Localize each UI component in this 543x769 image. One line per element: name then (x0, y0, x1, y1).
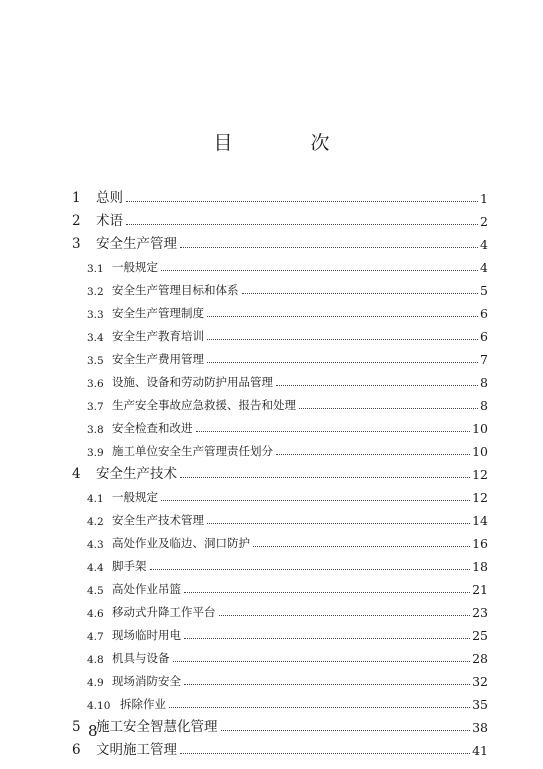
toc-section-entry[interactable] (72, 689, 488, 712)
dot-leader (253, 546, 470, 547)
entry-title: 拆除作业 (120, 697, 166, 711)
dot-leader (180, 477, 470, 478)
toc-section-entry[interactable] (72, 620, 488, 643)
toc-section-entry[interactable] (72, 252, 488, 275)
toc-section-entry[interactable] (72, 344, 488, 367)
entry-number: 4.10 (87, 700, 111, 712)
entry-number: 3.6 (87, 378, 104, 390)
entry-number: 5 (72, 719, 81, 735)
entry-number: 4 (72, 466, 81, 482)
entry-title: 高处作业及临边、洞口防护 (112, 536, 250, 550)
entry-number: 3.7 (87, 401, 104, 413)
toc-section-entry[interactable] (72, 275, 488, 298)
toc-section-entry[interactable] (72, 528, 488, 551)
entry-page-number: 4 (480, 237, 488, 252)
entry-page-number: 41 (472, 743, 488, 758)
dot-leader (207, 523, 470, 524)
entry-title: 术语 (96, 213, 123, 229)
entry-page-number: 25 (472, 628, 488, 643)
dot-leader (150, 569, 471, 570)
entry-page-number: 8 (480, 398, 488, 413)
entry-title: 安全生产技术 (96, 466, 177, 482)
entry-page-number: 2 (480, 214, 488, 229)
dot-leader (242, 293, 479, 294)
entry-page-number: 18 (472, 559, 488, 574)
entry-page-number: 32 (472, 674, 488, 689)
dot-leader (276, 454, 470, 455)
dot-leader (276, 385, 478, 386)
entry-title: 文明施工管理 (96, 742, 177, 758)
entry-title: 安全生产教育培训 (112, 329, 204, 343)
toc-chapter-entry[interactable] (72, 459, 488, 482)
entry-page-number: 4 (480, 260, 488, 275)
entry-page-number: 28 (472, 651, 488, 666)
entry-number: 1 (72, 190, 81, 206)
entry-number: 2 (72, 213, 81, 229)
dot-leader (184, 684, 470, 685)
entry-page-number: 16 (472, 536, 488, 551)
entry-number: 3 (72, 236, 81, 252)
entry-title: 现场消防安全 (112, 674, 181, 688)
entry-title: 施工安全智慧化管理 (96, 719, 218, 735)
entry-page-number: 1 (480, 191, 488, 206)
entry-page-number: 14 (472, 513, 488, 528)
dot-leader (161, 270, 478, 271)
entry-title: 安全生产管理制度 (112, 306, 204, 320)
page-number: 8 (88, 722, 98, 740)
toc-section-entry[interactable] (72, 551, 488, 574)
entry-title: 安全生产技术管理 (112, 513, 204, 527)
entry-number: 3.2 (87, 286, 104, 298)
dot-leader (180, 753, 470, 754)
dot-leader (207, 362, 478, 363)
entry-page-number: 21 (472, 582, 488, 597)
entry-page-number: 12 (472, 467, 488, 482)
entry-title: 现场临时用电 (112, 628, 181, 642)
toc-section-entry[interactable] (72, 436, 488, 459)
toc-section-entry[interactable] (72, 482, 488, 505)
toc-section-entry[interactable] (72, 413, 488, 436)
toc-chapter-entry[interactable] (72, 712, 488, 735)
toc-section-entry[interactable] (72, 597, 488, 620)
dot-leader (169, 707, 470, 708)
entry-page-number: 10 (472, 444, 488, 459)
dot-leader (184, 592, 470, 593)
toc-chapter-entry[interactable] (72, 735, 488, 758)
entry-number: 4.3 (87, 539, 104, 551)
entry-number: 4.2 (87, 516, 104, 528)
entry-page-number: 7 (480, 352, 488, 367)
entry-number: 6 (72, 742, 81, 758)
entry-number: 3.1 (87, 263, 104, 275)
dot-leader (207, 316, 478, 317)
entry-number: 4.8 (87, 654, 104, 666)
dot-leader (126, 201, 478, 202)
entry-title: 高处作业吊篮 (112, 582, 181, 596)
toc-section-entry[interactable] (72, 505, 488, 528)
toc-section-entry[interactable] (72, 298, 488, 321)
toc-section-entry[interactable] (72, 643, 488, 666)
entry-page-number: 38 (472, 720, 488, 735)
entry-page-number: 8 (480, 375, 488, 390)
toc-section-entry[interactable] (72, 390, 488, 413)
entry-number: 4.6 (87, 608, 104, 620)
dot-leader (221, 730, 471, 731)
toc-chapter-entry[interactable] (72, 206, 488, 229)
entry-number: 4.5 (87, 585, 104, 597)
dot-leader (173, 661, 471, 662)
entry-page-number: 5 (480, 283, 488, 298)
entry-number: 4.1 (87, 493, 104, 505)
entry-page-number: 10 (472, 421, 488, 436)
toc-section-entry[interactable] (72, 666, 488, 689)
entry-number: 3.4 (87, 332, 104, 344)
dot-leader (299, 408, 478, 409)
toc-chapter-entry[interactable] (72, 229, 488, 252)
entry-page-number: 6 (480, 306, 488, 321)
entry-title: 一般规定 (112, 490, 158, 504)
entry-title: 机具与设备 (112, 651, 170, 665)
entry-number: 3.5 (87, 355, 104, 367)
entry-page-number: 12 (472, 490, 488, 505)
toc-section-entry[interactable] (72, 367, 488, 390)
entry-title: 安全检查和改进 (112, 421, 193, 435)
dot-leader (180, 247, 478, 248)
entry-page-number: 23 (472, 605, 488, 620)
entry-number: 3.3 (87, 309, 104, 321)
entry-number: 3.9 (87, 447, 104, 459)
dot-leader (161, 500, 470, 501)
entry-title: 生产安全事故应急救援、报告和处理 (112, 398, 296, 412)
table-of-contents (72, 183, 488, 758)
entry-number: 4.4 (87, 562, 104, 574)
entry-title: 设施、设备和劳动防护用品管理 (112, 375, 273, 389)
entry-title: 总则 (96, 190, 123, 206)
entry-number: 3.8 (87, 424, 104, 436)
entry-title: 安全生产管理目标和体系 (112, 283, 239, 297)
dot-leader (207, 339, 478, 340)
toc-heading: 目 次 (213, 132, 366, 154)
dot-leader (196, 431, 471, 432)
dot-leader (126, 224, 478, 225)
entry-title: 脚手架 (112, 559, 147, 573)
entry-title: 安全生产管理 (96, 236, 177, 252)
dot-leader (219, 615, 471, 616)
entry-title: 移动式升降工作平台 (112, 605, 216, 619)
entry-number: 4.7 (87, 631, 104, 643)
toc-section-entry[interactable] (72, 574, 488, 597)
toc-chapter-entry[interactable] (72, 183, 488, 206)
entry-number: 4.9 (87, 677, 104, 689)
entry-page-number: 6 (480, 329, 488, 344)
entry-page-number: 35 (472, 697, 488, 712)
toc-section-entry[interactable] (72, 321, 488, 344)
dot-leader (184, 638, 470, 639)
entry-title: 一般规定 (112, 260, 158, 274)
entry-title: 安全生产费用管理 (112, 352, 204, 366)
entry-title: 施工单位安全生产管理责任划分 (112, 444, 273, 458)
